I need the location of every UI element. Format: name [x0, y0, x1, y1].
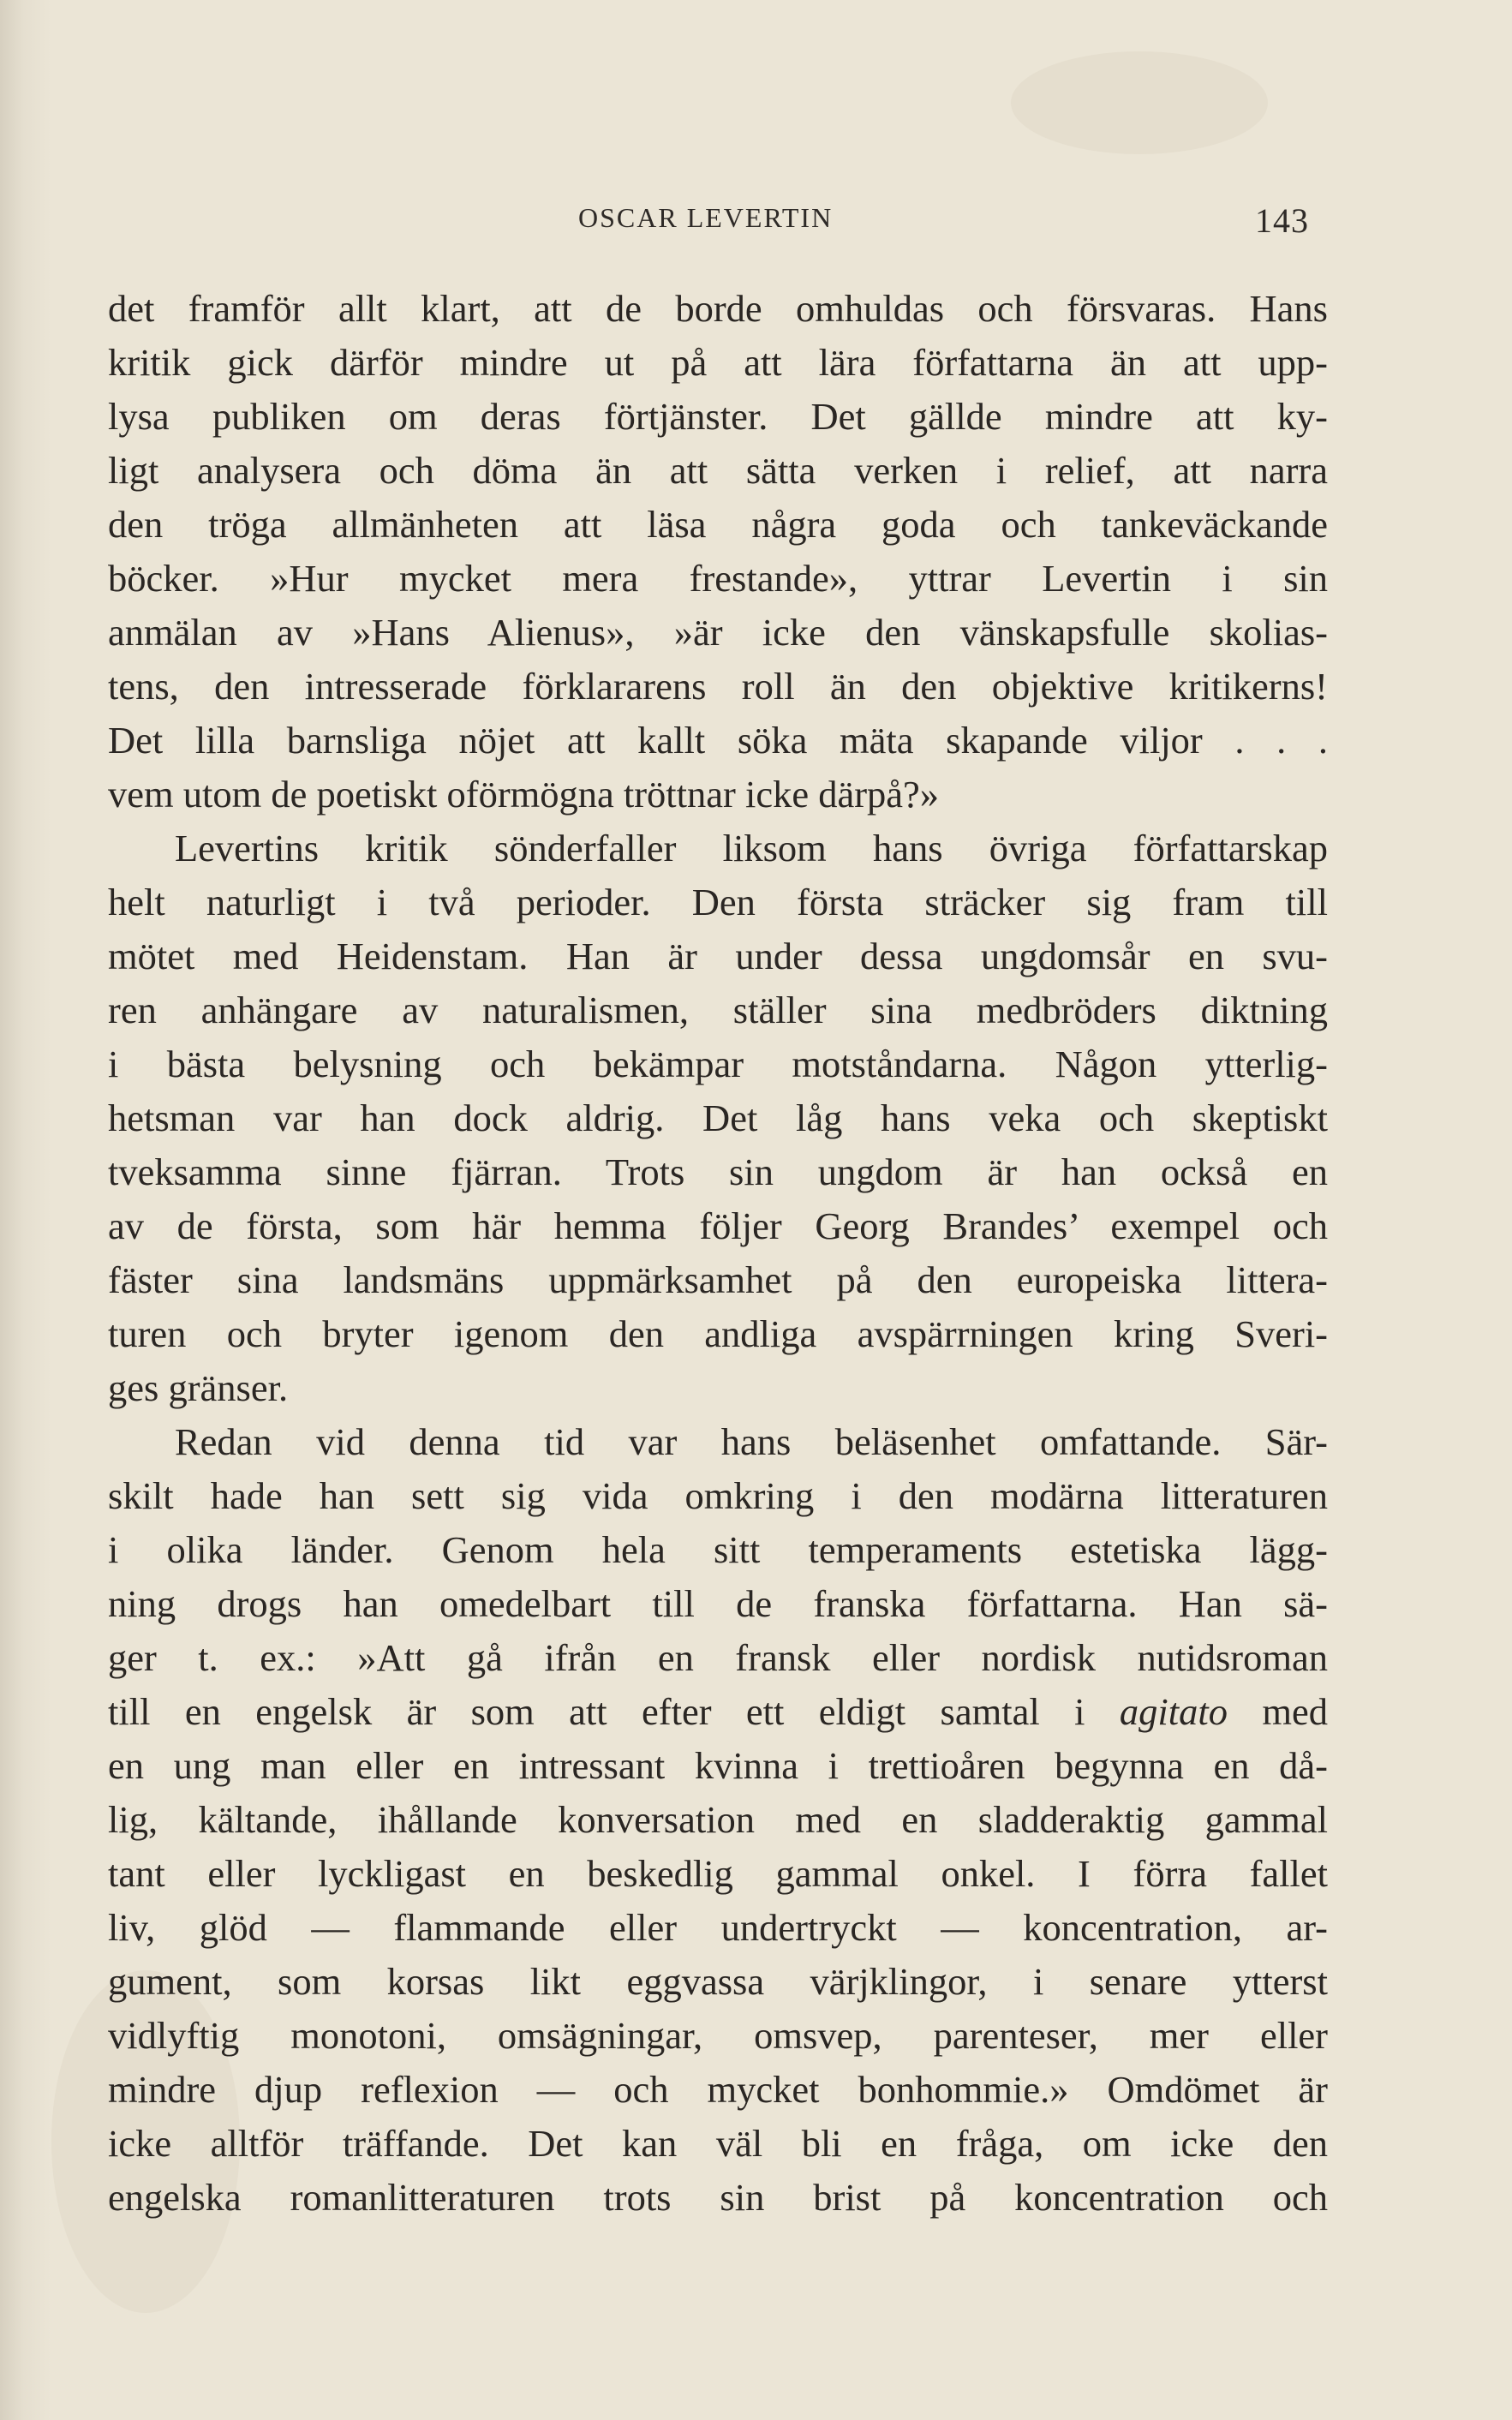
text-line [108, 390, 1328, 444]
text-line-content: mindre djup reflexion — och mycket bonhommie.» Omdömet är [108, 2068, 1328, 2111]
text-line-content: tant eller lyckligast en beskedlig gammal onkel. I förra fallet [108, 1852, 1328, 1895]
text-line-content: vidlyftig monotoni, omsägningar, omsvep, parenteser, mer eller [108, 2014, 1328, 2057]
text-line [108, 336, 1328, 390]
text-line [108, 1361, 1328, 1415]
running-title: OSCAR LEVERTIN [578, 202, 834, 233]
body-text [108, 282, 1328, 2225]
text-line-content: fäster sina landsmäns uppmärksamhet på den europeiska littera- [108, 1258, 1328, 1301]
text-line [108, 1037, 1328, 1091]
text-line-content: i bästa belysning och bekämpar motståndarna. Någon ytterlig- [108, 1043, 1328, 1085]
text-line-content: icke alltför träffande. Det kan väl bli en fråga, om icke den [108, 2122, 1328, 2165]
text-line [108, 2117, 1328, 2171]
text-line-content: Redan vid denna tid var hans beläsenhet omfattande. Sär- [175, 1420, 1328, 1463]
text-line-content: ning drogs han omedelbart till de franska författarna. Han sä- [108, 1582, 1328, 1625]
text-line [108, 660, 1328, 714]
text-line-content: skilt hade han sett sig vida omkring i den modärna litteraturen [108, 1474, 1328, 1517]
text-line [108, 1523, 1328, 1577]
text-line-content: engelska romanlitteraturen trots sin brist på koncentration och [108, 2176, 1328, 2219]
text-line-content: ligt analysera och döma än att sätta verken i relief, att narra [108, 449, 1328, 492]
text-line [108, 1577, 1328, 1631]
text-line [108, 1793, 1328, 1847]
text-segment: till en engelsk är som att efter ett eldigt samtal i [108, 1690, 1120, 1733]
text-line-content: turen och bryter igenom den andliga avspärrningen kring Sveri- [108, 1312, 1328, 1355]
text-line [108, 983, 1328, 1037]
text-line [108, 1469, 1328, 1523]
text-line [108, 1199, 1328, 1253]
italic-term: agitato [1119, 1690, 1228, 1733]
text-line-content: gument, som korsas likt eggvassa värjklingor, i senare ytterst [108, 1960, 1328, 2003]
text-line-content: ges gränser. [108, 1366, 289, 1409]
paper-stain [1011, 51, 1268, 154]
text-line [108, 1631, 1328, 1685]
text-line-content: av de första, som här hemma följer Georg Brandes’ exempel och [108, 1204, 1328, 1247]
text-line-content: ren anhängare av naturalismen, ställer sina medbröders diktning [108, 989, 1328, 1031]
text-line [108, 1901, 1328, 1955]
text-line-content: anmälan av »Hans Alienus», »är icke den vänskapsfulle skolias- [108, 611, 1328, 654]
text-line [108, 1847, 1328, 1901]
text-line [108, 929, 1328, 983]
text-line-content: i olika länder. Genom hela sitt temperaments estetiska lägg- [108, 1528, 1328, 1571]
text-line [108, 2009, 1328, 2063]
text-line [108, 606, 1328, 660]
text-line-content: hetsman var han dock aldrig. Det låg hans veka och skeptiskt [108, 1096, 1328, 1139]
text-line [108, 1253, 1328, 1307]
text-line-content: Levertins kritik sönderfaller liksom hans övriga författarskap [175, 827, 1328, 869]
text-line-content: mötet med Heidenstam. Han är under dessa ungdomsår en svu- [108, 935, 1328, 977]
text-line [108, 444, 1328, 498]
text-line-content: lysa publiken om deras förtjänster. Det gällde mindre att ky- [108, 395, 1328, 438]
text-line [108, 1145, 1328, 1199]
text-line-content: lig, kältande, ihållande konversation med en sladderaktig gammal [108, 1798, 1328, 1841]
text-line-content: böcker. »Hur mycket mera frestande», yttrar Levertin i sin [108, 557, 1328, 600]
text-line-content: vem utom de poetiskt oförmögna tröttnar icke därpå?» [108, 773, 940, 816]
text-line-content: ger t. ex.: »Att gå ifrån en fransk eller nordisk nutidsroman [108, 1636, 1328, 1679]
text-line [108, 822, 1328, 875]
text-line [108, 1739, 1328, 1793]
text-line-content [108, 1690, 1328, 1733]
text-line [108, 1091, 1328, 1145]
text-line [108, 552, 1328, 606]
text-line [108, 768, 1328, 822]
text-line-content: den tröga allmänheten att läsa några goda och tankeväckande [108, 503, 1328, 546]
text-line [108, 2171, 1328, 2225]
text-line [108, 1955, 1328, 2009]
text-line-content: kritik gick därför mindre ut på att lära författarna än att upp- [108, 341, 1328, 384]
text-line [108, 1415, 1328, 1469]
text-line-content: en ung man eller en intressant kvinna i trettioåren begynna en då- [108, 1744, 1328, 1787]
text-line-content: det framför allt klart, att de borde omhuldas och försvaras. Hans [108, 287, 1328, 330]
text-line [108, 282, 1328, 336]
text-line [108, 2063, 1328, 2117]
text-line-content: tveksamma sinne fjärran. Trots sin ungdom är han också en [108, 1150, 1328, 1193]
text-line [108, 714, 1328, 768]
text-segment: med [1227, 1690, 1328, 1733]
running-head [0, 201, 1512, 240]
text-line-content: tens, den intresserade förklararens roll än den objektive kritikerns! [108, 665, 1328, 708]
page-number: 143 [1255, 201, 1309, 240]
text-line [108, 1307, 1328, 1361]
text-line [108, 498, 1328, 552]
text-line-content: Det lilla barnsliga nöjet att kallt söka mäta skapande viljor . . . [108, 719, 1328, 762]
text-line-content: liv, glöd — flammande eller undertryckt — koncentration, ar- [108, 1906, 1328, 1949]
text-line-content: helt naturligt i två perioder. Den första sträcker sig fram till [108, 881, 1328, 923]
text-line [108, 875, 1328, 929]
text-line [108, 1685, 1328, 1739]
